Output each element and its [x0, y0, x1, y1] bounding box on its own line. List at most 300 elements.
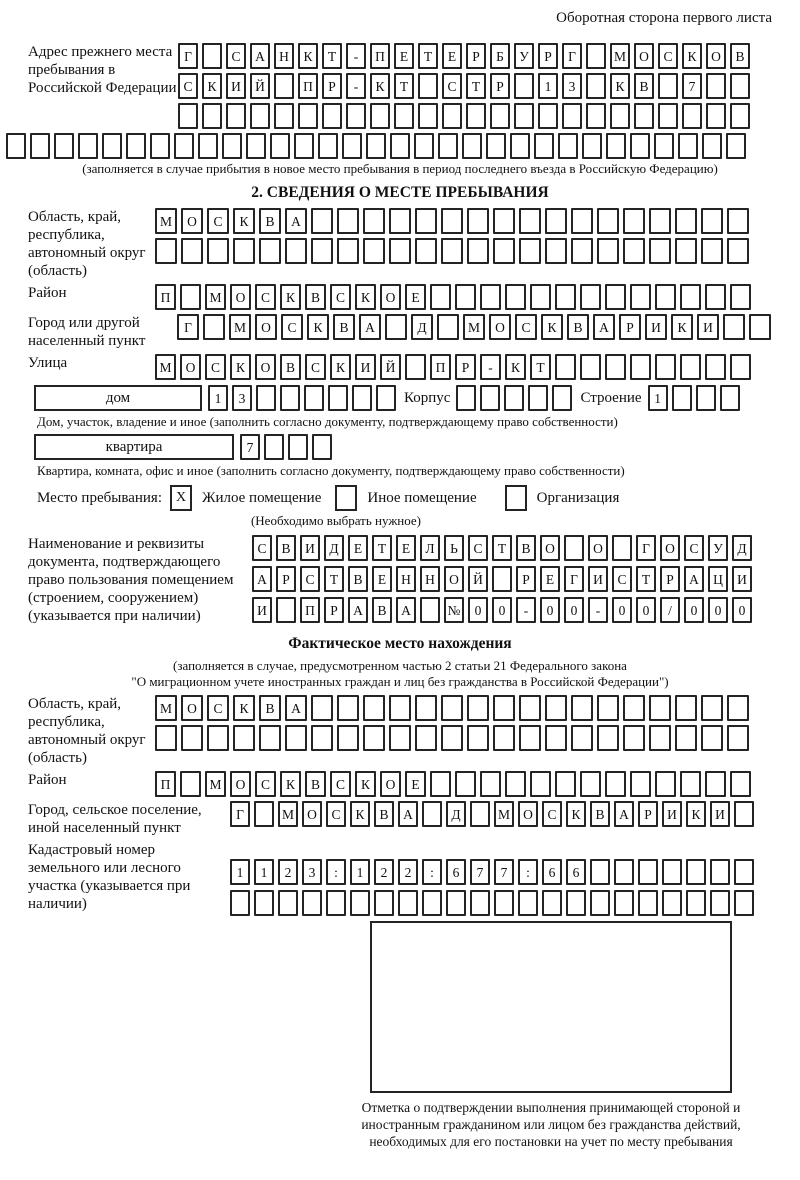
- grid-cell[interactable]: М: [229, 314, 251, 340]
- grid-cell[interactable]: В: [276, 535, 296, 561]
- grid-cell[interactable]: [178, 103, 198, 129]
- grid-cell[interactable]: 6: [446, 859, 466, 885]
- grid-cell[interactable]: [680, 354, 701, 380]
- grid-cell[interactable]: [390, 133, 410, 159]
- grid-cell[interactable]: 0: [564, 597, 584, 623]
- grid-cell[interactable]: [352, 385, 372, 411]
- grid-cell[interactable]: [649, 695, 671, 721]
- grid-cell[interactable]: [250, 103, 270, 129]
- grid-cell[interactable]: Т: [324, 566, 344, 592]
- residential-premises-checkbox[interactable]: X: [170, 485, 192, 511]
- grid-cell[interactable]: А: [398, 801, 418, 827]
- grid-cell[interactable]: [701, 695, 723, 721]
- grid-cell[interactable]: [437, 314, 459, 340]
- grid-cell[interactable]: [726, 133, 746, 159]
- grid-cell[interactable]: О: [706, 43, 726, 69]
- grid-cell[interactable]: [538, 103, 558, 129]
- grid-cell[interactable]: [102, 133, 122, 159]
- grid-cell[interactable]: [430, 771, 451, 797]
- grid-cell[interactable]: К: [233, 208, 255, 234]
- grid-cell[interactable]: О: [588, 535, 608, 561]
- grid-cell[interactable]: [630, 771, 651, 797]
- grid-cell[interactable]: [181, 725, 203, 751]
- grid-cell[interactable]: С: [612, 566, 632, 592]
- grid-cell[interactable]: [322, 103, 342, 129]
- grid-cell[interactable]: М: [610, 43, 630, 69]
- grid-cell[interactable]: Е: [394, 43, 414, 69]
- grid-cell[interactable]: Е: [372, 566, 392, 592]
- grid-cell[interactable]: [494, 890, 514, 916]
- grid-cell[interactable]: [467, 208, 489, 234]
- grid-cell[interactable]: [480, 385, 500, 411]
- grid-cell[interactable]: [730, 73, 750, 99]
- grid-cell[interactable]: П: [155, 771, 176, 797]
- grid-cell[interactable]: [519, 238, 541, 264]
- grid-cell[interactable]: [302, 890, 322, 916]
- grid-cell[interactable]: [446, 890, 466, 916]
- grid-cell[interactable]: [6, 133, 26, 159]
- grid-cell[interactable]: В: [259, 208, 281, 234]
- grid-cell[interactable]: [582, 133, 602, 159]
- grid-cell[interactable]: К: [280, 284, 301, 310]
- grid-cell[interactable]: [202, 103, 222, 129]
- grid-cell[interactable]: [655, 354, 676, 380]
- grid-cell[interactable]: Р: [455, 354, 476, 380]
- grid-cell[interactable]: [710, 859, 730, 885]
- grid-cell[interactable]: Т: [492, 535, 512, 561]
- grid-cell[interactable]: [623, 208, 645, 234]
- grid-cell[interactable]: [389, 238, 411, 264]
- grid-cell[interactable]: 1: [254, 859, 274, 885]
- grid-cell[interactable]: С: [658, 43, 678, 69]
- grid-cell[interactable]: [363, 208, 385, 234]
- grid-cell[interactable]: [363, 238, 385, 264]
- grid-cell[interactable]: [337, 725, 359, 751]
- grid-cell[interactable]: [675, 695, 697, 721]
- grid-cell[interactable]: И: [645, 314, 667, 340]
- grid-cell[interactable]: [605, 354, 626, 380]
- grid-cell[interactable]: 6: [542, 859, 562, 885]
- grid-cell[interactable]: [466, 103, 486, 129]
- grid-cell[interactable]: [571, 208, 593, 234]
- grid-cell[interactable]: [337, 238, 359, 264]
- grid-cell[interactable]: Е: [442, 43, 462, 69]
- grid-cell[interactable]: [203, 314, 225, 340]
- grid-cell[interactable]: [126, 133, 146, 159]
- grid-cell[interactable]: А: [252, 566, 272, 592]
- grid-cell[interactable]: [514, 103, 534, 129]
- grid-cell[interactable]: [493, 208, 515, 234]
- grid-cell[interactable]: К: [355, 284, 376, 310]
- grid-cell[interactable]: [682, 103, 702, 129]
- grid-cell[interactable]: В: [305, 284, 326, 310]
- grid-cell[interactable]: [505, 771, 526, 797]
- grid-cell[interactable]: [605, 284, 626, 310]
- grid-cell[interactable]: С: [226, 43, 246, 69]
- grid-cell[interactable]: [586, 103, 606, 129]
- grid-cell[interactable]: 6: [566, 859, 586, 885]
- grid-cell[interactable]: [597, 725, 619, 751]
- grid-cell[interactable]: А: [250, 43, 270, 69]
- grid-cell[interactable]: -: [346, 73, 366, 99]
- grid-cell[interactable]: [470, 801, 490, 827]
- grid-cell[interactable]: Г: [636, 535, 656, 561]
- grid-cell[interactable]: Р: [324, 597, 344, 623]
- grid-cell[interactable]: В: [516, 535, 536, 561]
- grid-cell[interactable]: О: [181, 695, 203, 721]
- grid-cell[interactable]: [623, 238, 645, 264]
- grid-cell[interactable]: [734, 890, 754, 916]
- grid-cell[interactable]: [654, 133, 674, 159]
- grid-cell[interactable]: [366, 133, 386, 159]
- grid-cell[interactable]: -: [516, 597, 536, 623]
- grid-cell[interactable]: [441, 208, 463, 234]
- grid-cell[interactable]: 0: [540, 597, 560, 623]
- grid-cell[interactable]: [442, 103, 462, 129]
- grid-cell[interactable]: [734, 801, 754, 827]
- grid-cell[interactable]: [505, 284, 526, 310]
- grid-cell[interactable]: [730, 103, 750, 129]
- grid-cell[interactable]: [342, 133, 362, 159]
- grid-cell[interactable]: [597, 238, 619, 264]
- grid-cell[interactable]: [337, 695, 359, 721]
- grid-cell[interactable]: П: [298, 73, 318, 99]
- grid-cell[interactable]: Й: [468, 566, 488, 592]
- grid-cell[interactable]: Н: [420, 566, 440, 592]
- grid-cell[interactable]: Г: [230, 801, 250, 827]
- grid-cell[interactable]: [675, 238, 697, 264]
- grid-cell[interactable]: [493, 725, 515, 751]
- grid-cell[interactable]: И: [710, 801, 730, 827]
- grid-cell[interactable]: [614, 859, 634, 885]
- grid-cell[interactable]: Т: [322, 43, 342, 69]
- grid-cell[interactable]: Й: [250, 73, 270, 99]
- grid-cell[interactable]: М: [278, 801, 298, 827]
- grid-cell[interactable]: [285, 238, 307, 264]
- grid-cell[interactable]: К: [370, 73, 390, 99]
- grid-cell[interactable]: Н: [396, 566, 416, 592]
- grid-cell[interactable]: И: [662, 801, 682, 827]
- grid-cell[interactable]: У: [708, 535, 728, 561]
- grid-cell[interactable]: [415, 208, 437, 234]
- grid-cell[interactable]: [490, 103, 510, 129]
- grid-cell[interactable]: С: [255, 771, 276, 797]
- grid-cell[interactable]: [430, 284, 451, 310]
- grid-cell[interactable]: [480, 771, 501, 797]
- grid-cell[interactable]: П: [370, 43, 390, 69]
- grid-cell[interactable]: И: [355, 354, 376, 380]
- grid-cell[interactable]: О: [255, 354, 276, 380]
- grid-cell[interactable]: Р: [516, 566, 536, 592]
- grid-cell[interactable]: И: [588, 566, 608, 592]
- grid-cell[interactable]: 2: [374, 859, 394, 885]
- grid-cell[interactable]: О: [255, 314, 277, 340]
- grid-cell[interactable]: [730, 284, 751, 310]
- grid-cell[interactable]: С: [542, 801, 562, 827]
- grid-cell[interactable]: [389, 695, 411, 721]
- grid-cell[interactable]: [702, 133, 722, 159]
- grid-cell[interactable]: [230, 890, 250, 916]
- grid-cell[interactable]: [564, 535, 584, 561]
- grid-cell[interactable]: [455, 771, 476, 797]
- grid-cell[interactable]: А: [348, 597, 368, 623]
- grid-cell[interactable]: С: [330, 771, 351, 797]
- grid-cell[interactable]: [566, 890, 586, 916]
- grid-cell[interactable]: К: [541, 314, 563, 340]
- grid-cell[interactable]: О: [634, 43, 654, 69]
- grid-cell[interactable]: [558, 133, 578, 159]
- grid-cell[interactable]: О: [181, 208, 203, 234]
- grid-cell[interactable]: [555, 354, 576, 380]
- grid-cell[interactable]: [78, 133, 98, 159]
- grid-cell[interactable]: С: [255, 284, 276, 310]
- grid-cell[interactable]: 1: [538, 73, 558, 99]
- grid-cell[interactable]: 0: [468, 597, 488, 623]
- grid-cell[interactable]: Д: [411, 314, 433, 340]
- grid-cell[interactable]: И: [732, 566, 752, 592]
- grid-cell[interactable]: Т: [466, 73, 486, 99]
- grid-cell[interactable]: 3: [562, 73, 582, 99]
- grid-cell[interactable]: [597, 695, 619, 721]
- grid-cell[interactable]: К: [280, 771, 301, 797]
- grid-cell[interactable]: [590, 890, 610, 916]
- grid-cell[interactable]: Д: [732, 535, 752, 561]
- grid-cell[interactable]: К: [566, 801, 586, 827]
- grid-cell[interactable]: А: [285, 695, 307, 721]
- grid-cell[interactable]: Р: [660, 566, 680, 592]
- grid-cell[interactable]: А: [614, 801, 634, 827]
- grid-cell[interactable]: 7: [494, 859, 514, 885]
- dom-type-box[interactable]: дом: [34, 385, 202, 411]
- grid-cell[interactable]: [571, 695, 593, 721]
- grid-cell[interactable]: К: [671, 314, 693, 340]
- grid-cell[interactable]: О: [540, 535, 560, 561]
- grid-cell[interactable]: [222, 133, 242, 159]
- grid-cell[interactable]: С: [205, 354, 226, 380]
- grid-cell[interactable]: [363, 725, 385, 751]
- grid-cell[interactable]: [155, 238, 177, 264]
- grid-cell[interactable]: [518, 890, 538, 916]
- grid-cell[interactable]: [730, 354, 751, 380]
- grid-cell[interactable]: [580, 284, 601, 310]
- grid-cell[interactable]: В: [259, 695, 281, 721]
- grid-cell[interactable]: [264, 434, 284, 460]
- grid-cell[interactable]: [467, 238, 489, 264]
- grid-cell[interactable]: [280, 385, 300, 411]
- grid-cell[interactable]: [441, 238, 463, 264]
- grid-cell[interactable]: О: [380, 771, 401, 797]
- grid-cell[interactable]: 7: [470, 859, 490, 885]
- grid-cell[interactable]: [259, 238, 281, 264]
- grid-cell[interactable]: [455, 284, 476, 310]
- grid-cell[interactable]: [649, 238, 671, 264]
- grid-cell[interactable]: М: [155, 208, 177, 234]
- grid-cell[interactable]: Г: [564, 566, 584, 592]
- grid-cell[interactable]: [54, 133, 74, 159]
- grid-cell[interactable]: С: [178, 73, 198, 99]
- grid-cell[interactable]: В: [333, 314, 355, 340]
- grid-cell[interactable]: И: [697, 314, 719, 340]
- grid-cell[interactable]: К: [682, 43, 702, 69]
- grid-cell[interactable]: [285, 725, 307, 751]
- grid-cell[interactable]: [686, 890, 706, 916]
- grid-cell[interactable]: [441, 725, 463, 751]
- grid-cell[interactable]: [493, 238, 515, 264]
- grid-cell[interactable]: [418, 73, 438, 99]
- grid-cell[interactable]: [304, 385, 324, 411]
- grid-cell[interactable]: [155, 725, 177, 751]
- grid-cell[interactable]: [630, 354, 651, 380]
- grid-cell[interactable]: [422, 801, 442, 827]
- grid-cell[interactable]: [734, 859, 754, 885]
- grid-cell[interactable]: Т: [372, 535, 392, 561]
- grid-cell[interactable]: П: [155, 284, 176, 310]
- grid-cell[interactable]: [672, 385, 692, 411]
- grid-cell[interactable]: Е: [540, 566, 560, 592]
- grid-cell[interactable]: В: [567, 314, 589, 340]
- grid-cell[interactable]: [705, 771, 726, 797]
- grid-cell[interactable]: Р: [638, 801, 658, 827]
- grid-cell[interactable]: [749, 314, 771, 340]
- grid-cell[interactable]: [311, 238, 333, 264]
- grid-cell[interactable]: [519, 695, 541, 721]
- grid-cell[interactable]: [270, 133, 290, 159]
- grid-cell[interactable]: [276, 597, 296, 623]
- grid-cell[interactable]: 2: [398, 859, 418, 885]
- grid-cell[interactable]: [730, 771, 751, 797]
- grid-cell[interactable]: [597, 208, 619, 234]
- grid-cell[interactable]: К: [350, 801, 370, 827]
- grid-cell[interactable]: Т: [418, 43, 438, 69]
- grid-cell[interactable]: [504, 385, 524, 411]
- grid-cell[interactable]: 0: [612, 597, 632, 623]
- grid-cell[interactable]: -: [346, 43, 366, 69]
- grid-cell[interactable]: Г: [562, 43, 582, 69]
- grid-cell[interactable]: Т: [530, 354, 551, 380]
- grid-cell[interactable]: 0: [492, 597, 512, 623]
- grid-cell[interactable]: С: [684, 535, 704, 561]
- grid-cell[interactable]: В: [348, 566, 368, 592]
- grid-cell[interactable]: Р: [466, 43, 486, 69]
- grid-cell[interactable]: [180, 284, 201, 310]
- grid-cell[interactable]: М: [155, 354, 176, 380]
- grid-cell[interactable]: [274, 73, 294, 99]
- grid-cell[interactable]: Д: [446, 801, 466, 827]
- grid-cell[interactable]: А: [396, 597, 416, 623]
- grid-cell[interactable]: С: [281, 314, 303, 340]
- grid-cell[interactable]: К: [230, 354, 251, 380]
- grid-cell[interactable]: Е: [405, 284, 426, 310]
- grid-cell[interactable]: [658, 73, 678, 99]
- grid-cell[interactable]: С: [207, 208, 229, 234]
- grid-cell[interactable]: [606, 133, 626, 159]
- grid-cell[interactable]: 0: [708, 597, 728, 623]
- grid-cell[interactable]: [441, 695, 463, 721]
- grid-cell[interactable]: [586, 43, 606, 69]
- grid-cell[interactable]: [328, 385, 348, 411]
- grid-cell[interactable]: К: [298, 43, 318, 69]
- grid-cell[interactable]: [274, 103, 294, 129]
- grid-cell[interactable]: М: [155, 695, 177, 721]
- organization-checkbox[interactable]: [505, 485, 527, 511]
- grid-cell[interactable]: /: [660, 597, 680, 623]
- grid-cell[interactable]: [586, 73, 606, 99]
- grid-cell[interactable]: П: [430, 354, 451, 380]
- grid-cell[interactable]: С: [468, 535, 488, 561]
- grid-cell[interactable]: [552, 385, 572, 411]
- grid-cell[interactable]: 1: [648, 385, 668, 411]
- grid-cell[interactable]: [259, 725, 281, 751]
- grid-cell[interactable]: Р: [322, 73, 342, 99]
- grid-cell[interactable]: [727, 208, 749, 234]
- grid-cell[interactable]: К: [355, 771, 376, 797]
- grid-cell[interactable]: [528, 385, 548, 411]
- grid-cell[interactable]: В: [374, 801, 394, 827]
- grid-cell[interactable]: [462, 133, 482, 159]
- grid-cell[interactable]: Е: [396, 535, 416, 561]
- grid-cell[interactable]: [389, 725, 411, 751]
- grid-cell[interactable]: Й: [380, 354, 401, 380]
- grid-cell[interactable]: К: [307, 314, 329, 340]
- grid-cell[interactable]: [467, 725, 489, 751]
- grid-cell[interactable]: [662, 890, 682, 916]
- grid-cell[interactable]: [555, 771, 576, 797]
- grid-cell[interactable]: [678, 133, 698, 159]
- grid-cell[interactable]: [298, 103, 318, 129]
- grid-cell[interactable]: [486, 133, 506, 159]
- grid-cell[interactable]: С: [300, 566, 320, 592]
- grid-cell[interactable]: О: [518, 801, 538, 827]
- grid-cell[interactable]: О: [489, 314, 511, 340]
- grid-cell[interactable]: [662, 859, 682, 885]
- grid-cell[interactable]: А: [684, 566, 704, 592]
- grid-cell[interactable]: [655, 284, 676, 310]
- grid-cell[interactable]: [385, 314, 407, 340]
- grid-cell[interactable]: [530, 284, 551, 310]
- grid-cell[interactable]: [202, 43, 222, 69]
- grid-cell[interactable]: В: [590, 801, 610, 827]
- grid-cell[interactable]: [370, 103, 390, 129]
- grid-cell[interactable]: 0: [636, 597, 656, 623]
- grid-cell[interactable]: С: [207, 695, 229, 721]
- grid-cell[interactable]: А: [359, 314, 381, 340]
- grid-cell[interactable]: [311, 208, 333, 234]
- grid-cell[interactable]: [394, 103, 414, 129]
- grid-cell[interactable]: 7: [240, 434, 260, 460]
- grid-cell[interactable]: [254, 801, 274, 827]
- grid-cell[interactable]: Р: [619, 314, 641, 340]
- grid-cell[interactable]: [696, 385, 716, 411]
- grid-cell[interactable]: [519, 208, 541, 234]
- grid-cell[interactable]: И: [252, 597, 272, 623]
- grid-cell[interactable]: [233, 725, 255, 751]
- grid-cell[interactable]: [405, 354, 426, 380]
- grid-cell[interactable]: Л: [420, 535, 440, 561]
- grid-cell[interactable]: [376, 385, 396, 411]
- grid-cell[interactable]: [374, 890, 394, 916]
- grid-cell[interactable]: [226, 103, 246, 129]
- grid-cell[interactable]: [470, 890, 490, 916]
- grid-cell[interactable]: [562, 103, 582, 129]
- grid-cell[interactable]: [311, 725, 333, 751]
- grid-cell[interactable]: [415, 695, 437, 721]
- grid-cell[interactable]: [530, 771, 551, 797]
- grid-cell[interactable]: [680, 771, 701, 797]
- grid-cell[interactable]: С: [515, 314, 537, 340]
- grid-cell[interactable]: 2: [278, 859, 298, 885]
- grid-cell[interactable]: О: [444, 566, 464, 592]
- grid-cell[interactable]: М: [463, 314, 485, 340]
